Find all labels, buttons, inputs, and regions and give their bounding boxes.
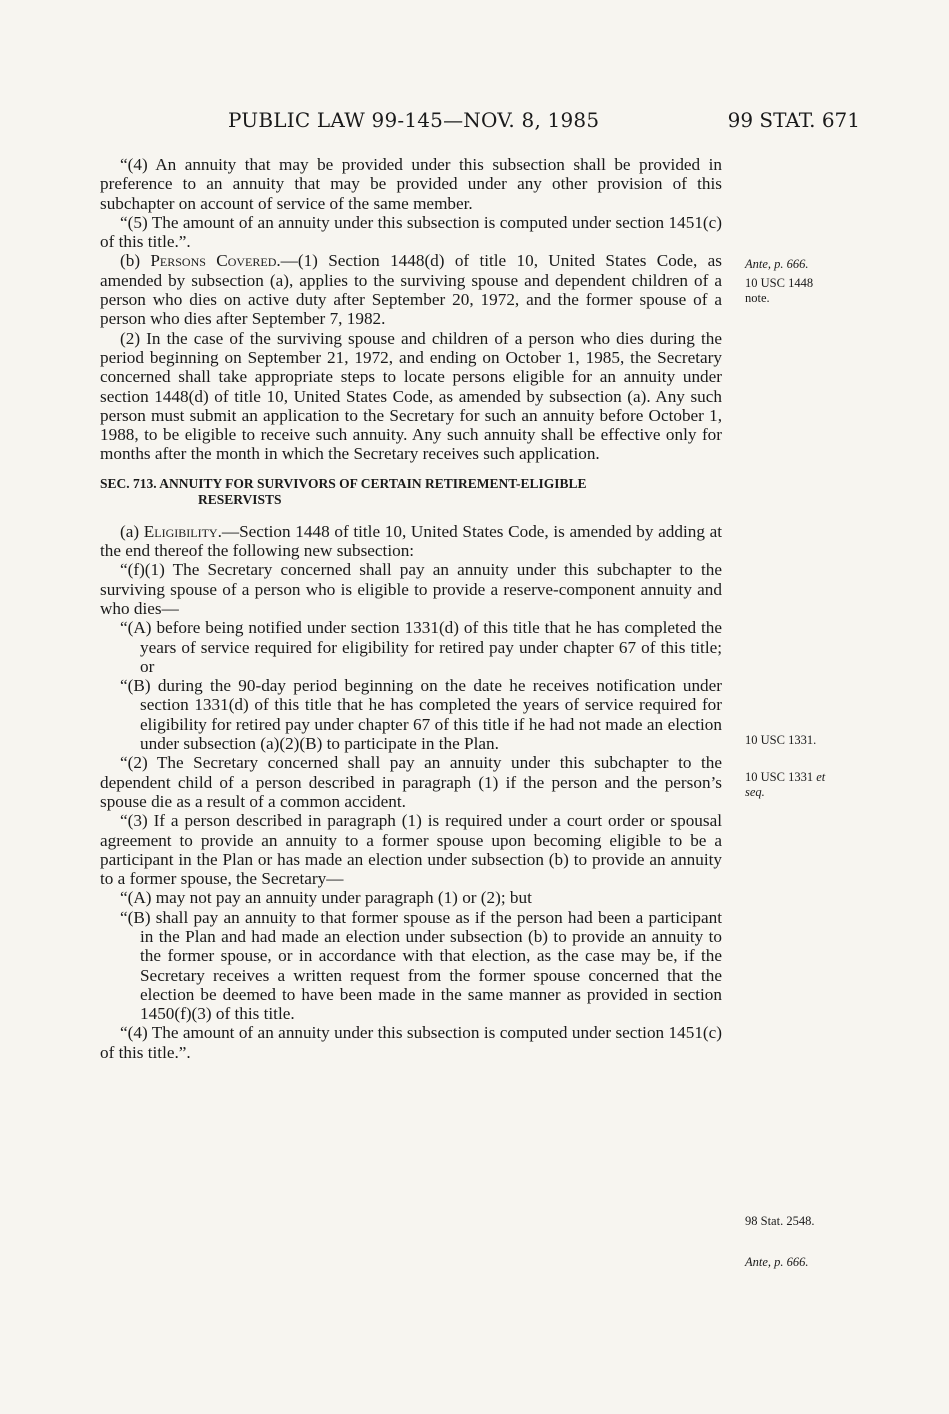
- main-text: [100, 155, 722, 1062]
- paragraph-label: (b): [120, 251, 151, 271]
- margin-note: 10 USC 1448 note.: [745, 276, 814, 305]
- paragraph-text: .—(1) Section 1448(d) of title 10, United States Code, as amended by subsection (a), applies to the surviving spouse and dependent children of a person who dies on active duty after September 20, 1972, and the former spouse of a person who dies after September 7, 1982.: [100, 251, 722, 329]
- page-number: 99 STAT. 671: [727, 108, 860, 132]
- paragraph: “(A) may not pay an annuity under paragraph (1) or (2); but: [120, 888, 532, 908]
- paragraph: “(5) The amount of an annuity under this subsection is computed under section 1451(c) of this title.”.: [100, 212, 722, 252]
- paragraph: “(B) during the 90-day period beginning on the date he receives notification under section 1331(d) of this title that he has completed the years of service required for eligibility for retired pay under chapter 67 of this title if he had not made an election under subsection (a)(2)(B) to participate in the Plan.: [120, 676, 722, 754]
- margin-note: Ante, p. 666.: [745, 1255, 809, 1269]
- paragraph: “(B) shall pay an annuity to that former spouse as if the person had been a participant in the Plan and had made an election under subsection (b) to provide an annuity to the former spouse, or in accordance with that election, as the case may be, if the Secretary receives a written request from the former spouse concerned that the election be deemed to have been made in the same manner as provided in section 1450(f)(3) of this title.: [120, 907, 722, 1024]
- margin-note: 10 USC 1331 et seq.: [745, 770, 826, 799]
- section-heading: [100, 476, 722, 508]
- paragraph-text: .—Section 1448 of title 10, United States Code, is amended by adding at the end thereof the following new subsection:: [100, 521, 722, 561]
- subsection-heading: Eligibility: [143, 521, 218, 541]
- paragraph: “(f)(1) The Secretary concerned shall pay an annuity under this subchapter to the surviving spouse of a person who is eligible to provide a reserve-component annuity and who dies—: [100, 560, 722, 618]
- paragraph: “(4) The amount of an annuity under this subsection is computed under section 1451(c) of this title.”.: [100, 1023, 722, 1062]
- paragraph: “(A) before being notified under section 1331(d) of this title that he has completed the years of service required for eligibility for retired pay under chapter 67 of this title; or: [120, 618, 722, 676]
- margin-note: 10 USC 1331.: [745, 733, 817, 747]
- section-heading-line: RESERVISTS: [198, 491, 282, 507]
- margin-note: Ante, p. 666.: [745, 257, 809, 271]
- paragraph: [100, 522, 722, 561]
- subsection-heading: Persons Covered: [150, 251, 277, 271]
- running-head: PUBLIC LAW 99-145—NOV. 8, 1985: [228, 108, 600, 132]
- margin-note: 98 Stat. 2548.: [745, 1214, 815, 1228]
- paragraph: “(3) If a person described in paragraph (1) is required under a court order or spousal agreement to provide an annuity to a former spouse upon becoming eligible to be a participant in the Plan or has made an election under subsection (b) to provide an annuity to a former spouse, the Secretary—: [100, 811, 722, 889]
- paragraph: (2) In the case of the surviving spouse and children of a person who dies during the period beginning on September 21, 1972, and ending on October 1, 1985, the Secretary concerned shall take appropriate steps to locate persons eligible for an annuity under section 1448(d) of title 10, United States Code, as amended by subsection (a). Any such person must submit an application to the Secretary for such an annuity before October 1, 1988, to be eligible to receive such annuity. Any such annuity shall be effective only for months after the month in which the Secretary receives such application.: [100, 328, 722, 464]
- paragraph: “(4) An annuity that may be provided under this subsection shall be provided in preference to an annuity that may be provided under any other provision of this subchapter on account of service of the same member.: [100, 155, 722, 213]
- section-heading-line: SEC. 713. ANNUITY FOR SURVIVORS OF CERTAIN RETIREMENT-ELIGIBLE: [100, 475, 587, 491]
- paragraph: “(2) The Secretary concerned shall pay an annuity under this subchapter to the dependent child of a person described in paragraph (1) if the person and the person’s spouse die as a result of a common accident.: [100, 753, 722, 811]
- paragraph-label: (a): [120, 521, 144, 541]
- paragraph: [100, 251, 722, 328]
- page-header: [100, 108, 860, 138]
